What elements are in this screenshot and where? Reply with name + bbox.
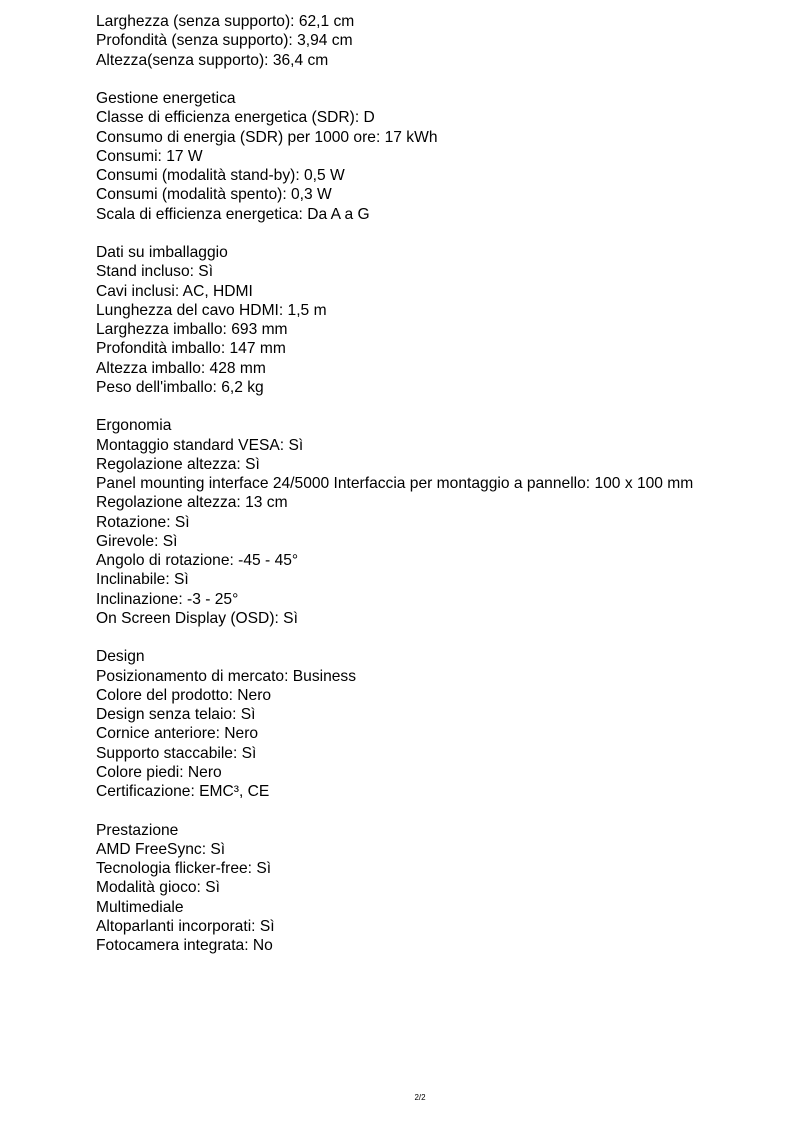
section-heading: Design — [96, 648, 145, 666]
spec-line: Angolo di rotazione: -45 - 45° — [96, 552, 299, 569]
section-spacer — [96, 397, 773, 416]
spec-line: Larghezza imballo: 693 mm — [96, 321, 288, 338]
spec-line: Inclinabile: Sì — [96, 571, 189, 589]
spec-line: Profondità (senza supporto): 3,94 cm — [96, 32, 353, 50]
spec-line: Lunghezza del cavo HDMI: 1,5 m — [96, 301, 327, 319]
spec-line: Consumo di energia (SDR) per 1000 ore: 17 kWh — [96, 128, 438, 146]
spec-line: Peso dell'imballo: 6,2 kg — [96, 378, 264, 396]
section-spacer — [96, 70, 773, 89]
spec-line: Posizionamento di mercato: Business — [96, 667, 357, 685]
spec-line: AMD FreeSync: Sì — [96, 840, 226, 858]
spec-line: On Screen Display (OSD): Sì — [96, 609, 298, 627]
spec-line: Scala di efficienza energetica: Da A a G — [96, 205, 370, 223]
spec-line: Fotocamera integrata: No — [96, 937, 273, 954]
section-heading: Prestazione — [96, 821, 179, 839]
section-heading: Gestione energetica — [96, 90, 236, 107]
spec-line: Inclinazione: -3 - 25° — [96, 590, 239, 608]
spec-line: Rotazione: Sì — [96, 513, 190, 531]
spec-line: Design senza telaio: Sì — [96, 706, 256, 723]
spec-line: Certificazione: EMC³, CE — [96, 783, 270, 800]
spec-line: Larghezza (senza supporto): 62,1 cm — [96, 13, 355, 30]
spec-line: Tecnologia flicker-free: Sì — [96, 860, 272, 877]
section-spacer — [96, 224, 773, 243]
section-spacer — [96, 801, 773, 820]
spec-line: Colore piedi: Nero — [96, 763, 222, 781]
spec-line: Altoparlanti incorporati: Sì — [96, 917, 275, 935]
spec-line: Classe di efficienza energetica (SDR): D — [96, 109, 375, 127]
spec-line: Consumi (modalità stand-by): 0,5 W — [96, 167, 345, 184]
spec-line: Stand incluso: Sì — [96, 263, 214, 281]
spec-line: Consumi: 17 W — [96, 147, 203, 165]
spec-line: Consumi (modalità spento): 0,3 W — [96, 186, 332, 204]
spec-line: Colore del prodotto: Nero — [96, 686, 272, 704]
spec-line: Montaggio standard VESA: Sì — [96, 436, 304, 454]
section-heading: Ergonomia — [96, 417, 172, 435]
section-heading: Multimediale — [96, 898, 184, 916]
document-body — [96, 12, 773, 955]
spec-line: Modalità gioco: Sì — [96, 879, 220, 897]
spec-line: Supporto staccabile: Sì — [96, 744, 257, 762]
spec-line: Profondità imballo: 147 mm — [96, 340, 286, 358]
page-number: 2/2 — [414, 1093, 426, 1102]
spec-line: Altezza imballo: 428 mm — [96, 359, 266, 377]
spec-line: Cavi inclusi: AC, HDMI — [96, 282, 253, 300]
spec-line: Altezza(senza supporto): 36,4 cm — [96, 51, 329, 69]
section-heading: Dati su imballaggio — [96, 244, 228, 261]
spec-line: Cornice anteriore: Nero — [96, 725, 259, 743]
spec-line: Regolazione altezza: 13 cm — [96, 494, 288, 512]
spec-line: Girevole: Sì — [96, 532, 178, 550]
spec-line: Panel mounting interface 24/5000 Interfaccia per montaggio a pannello: 100 x 100 mm — [96, 475, 694, 492]
section-spacer — [96, 628, 773, 647]
spec-line: Regolazione altezza: Sì — [96, 455, 260, 473]
